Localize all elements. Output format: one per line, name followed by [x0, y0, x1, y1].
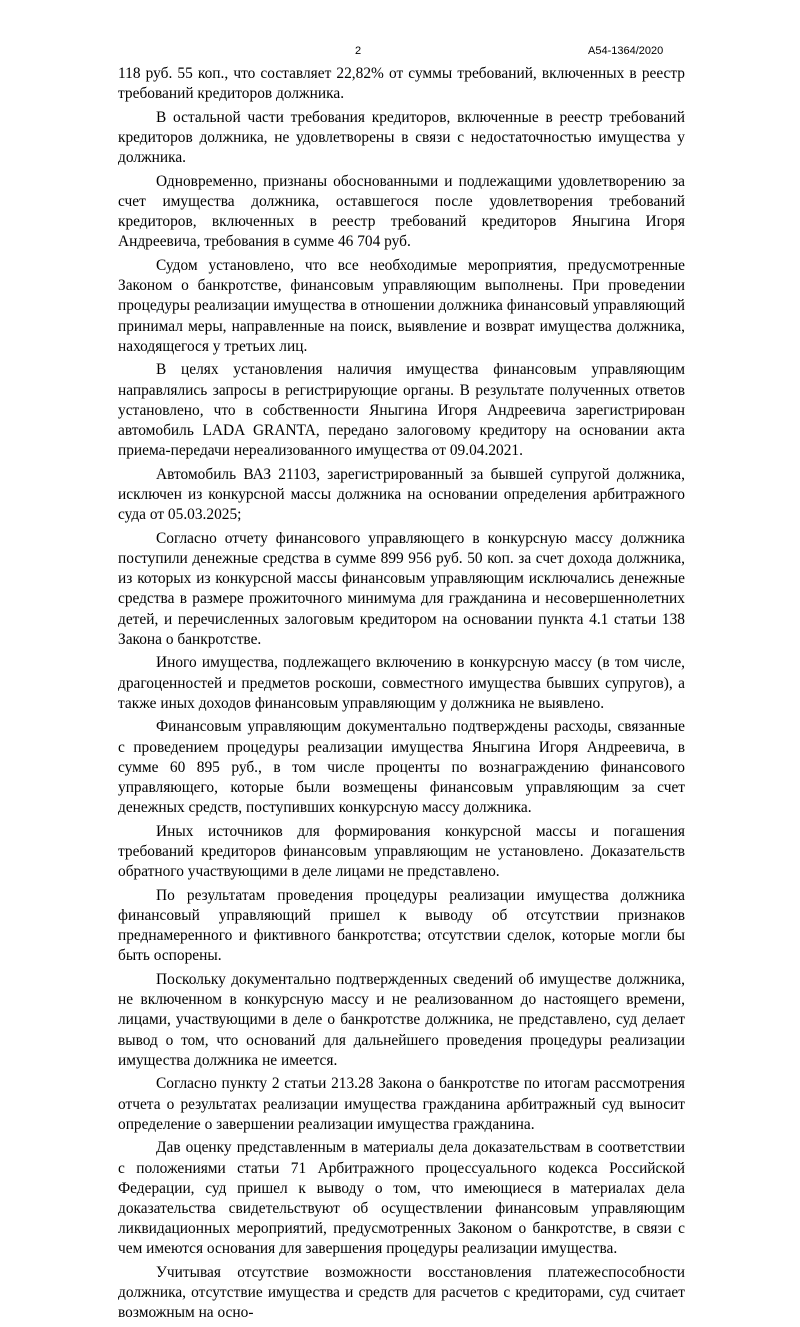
- paragraph: В остальной части требования кредиторов, включенные в реестр требований кредиторов должника, не удовлетворены в связи с недостаточностью имущества у должника.: [118, 108, 685, 167]
- paragraph: Одновременно, признаны обоснованными и подлежащими удовлетворению за счет имущества должника, оставшегося после удовлетворения требований кредиторов, включенных в реестр требований кредиторов Яныгина Игоря Андреевича, требования в сумме 46 704 руб.: [118, 172, 685, 251]
- paragraph: Учитывая отсутствие возможности восстановления платежеспособности должника, отсутствие имущества и средств для расчетов с кредиторами, суд считает возможным на осно-: [118, 1264, 685, 1322]
- case-number: А54-1364/2020: [588, 45, 664, 57]
- paragraph: Иного имущества, подлежащего включению в конкурсную массу (в том числе, драгоценностей и предметов роскоши, совместного имущества бывших супругов), а также иных доходов финансовым управляющим у должника не выявлено.: [118, 654, 685, 712]
- paragraph: Согласно отчету финансового управляющего в конкурсную массу должника поступили денежные средства в сумме 899 956 руб. 50 коп. за счет дохода должника, из которых из конкурсной массы финансовым управляющим исключались денежные средства в размере прожиточного минимума для гражданина и несовершеннолетних детей, и перечисленных залоговым кредитором на основании пункта 4.1 статьи 138 Закона о банкротстве.: [118, 529, 685, 648]
- paragraph: Согласно пункту 2 статьи 213.28 Закона о банкротстве по итогам рассмотрения отчета о результатах реализации имущества гражданина арбитражный суд выносит определение о завершении реализации имущества гражданина.: [118, 1075, 685, 1133]
- paragraph: По результатам проведения процедуры реализации имущества должника финансовый управляющий пришел к выводу об отсутствии признаков преднамеренного и фиктивного банкротства; отсутствии сделок, которые могли бы быть оспорены.: [118, 886, 685, 965]
- document-body: [118, 64, 685, 1327]
- paragraph: В целях установления наличия имущества финансовым управляющим направлялись запросы в регистрирующие органы. В результате полученных ответов установлено, что в собственности Яныгина Игоря Андреевича зарегистрирован автомобиль LADA GRANTA, передано залоговому кредитору на основании акта приема-передачи нереализованного имущества от 09.04.2021.: [118, 361, 685, 460]
- paragraph: Судом установлено, что все необходимые мероприятия, предусмотренные Законом о банкротстве, финансовым управляющим выполнены. При проведении процедуры реализации имущества в отношении должника финансовый управляющий принимал меры, направленные на поиск, выявление и возврат имущества должника, находящегося у третьих лиц.: [118, 257, 685, 355]
- paragraph: Дав оценку представленным в материалы дела доказательствам в соответствии с положениями статьи 71 Арбитражного процессуального кодекса Российской Федерации, суд пришел к выводу о том, что имеющиеся в материалах дела доказательства свидетельствуют об осуществлении финансовым управляющим ликвидационных мероприятий, предусмотренных Законом о банкротстве, в связи с чем имеются основания для завершения процедуры реализации имущества.: [118, 1139, 685, 1258]
- paragraph: Иных источников для формирования конкурсной массы и погашения требований кредиторов финансовым управляющим не установлено. Доказательств обратного участвующими в деле лицами не представлено.: [118, 822, 685, 881]
- paragraph: Финансовым управляющим документально подтверждены расходы, связанные с проведением процедуры реализации имущества Яныгина Игоря Андреевича, в сумме 60 895 руб., в том числе проценты по вознаграждению финансового управляющего, которые были возмещены финансовым управляющим за счет денежных средств, поступивших конкурсную массу должника.: [118, 718, 685, 817]
- page-number: 2: [355, 45, 362, 57]
- paragraph: Поскольку документально подтвержденных сведений об имуществе должника, не включенном в конкурсную массу и не реализованном до настоящего времени, лицами, участвующими в деле о банкротстве должника, не представлено, суд делает вывод о том, что оснований для дальнейшего проведения процедуры реализации имущества должника не имеется.: [118, 971, 685, 1069]
- paragraph: Автомобиль ВАЗ 21103, зарегистрированный за бывшей супругой должника, исключен из конкурсной массы должника на основании определения арбитражного суда от 05.03.2025;: [118, 465, 685, 524]
- paragraph: 118 руб. 55 коп., что составляет 22,82% от суммы требований, включенных в реестр требований кредиторов должника.: [118, 65, 685, 103]
